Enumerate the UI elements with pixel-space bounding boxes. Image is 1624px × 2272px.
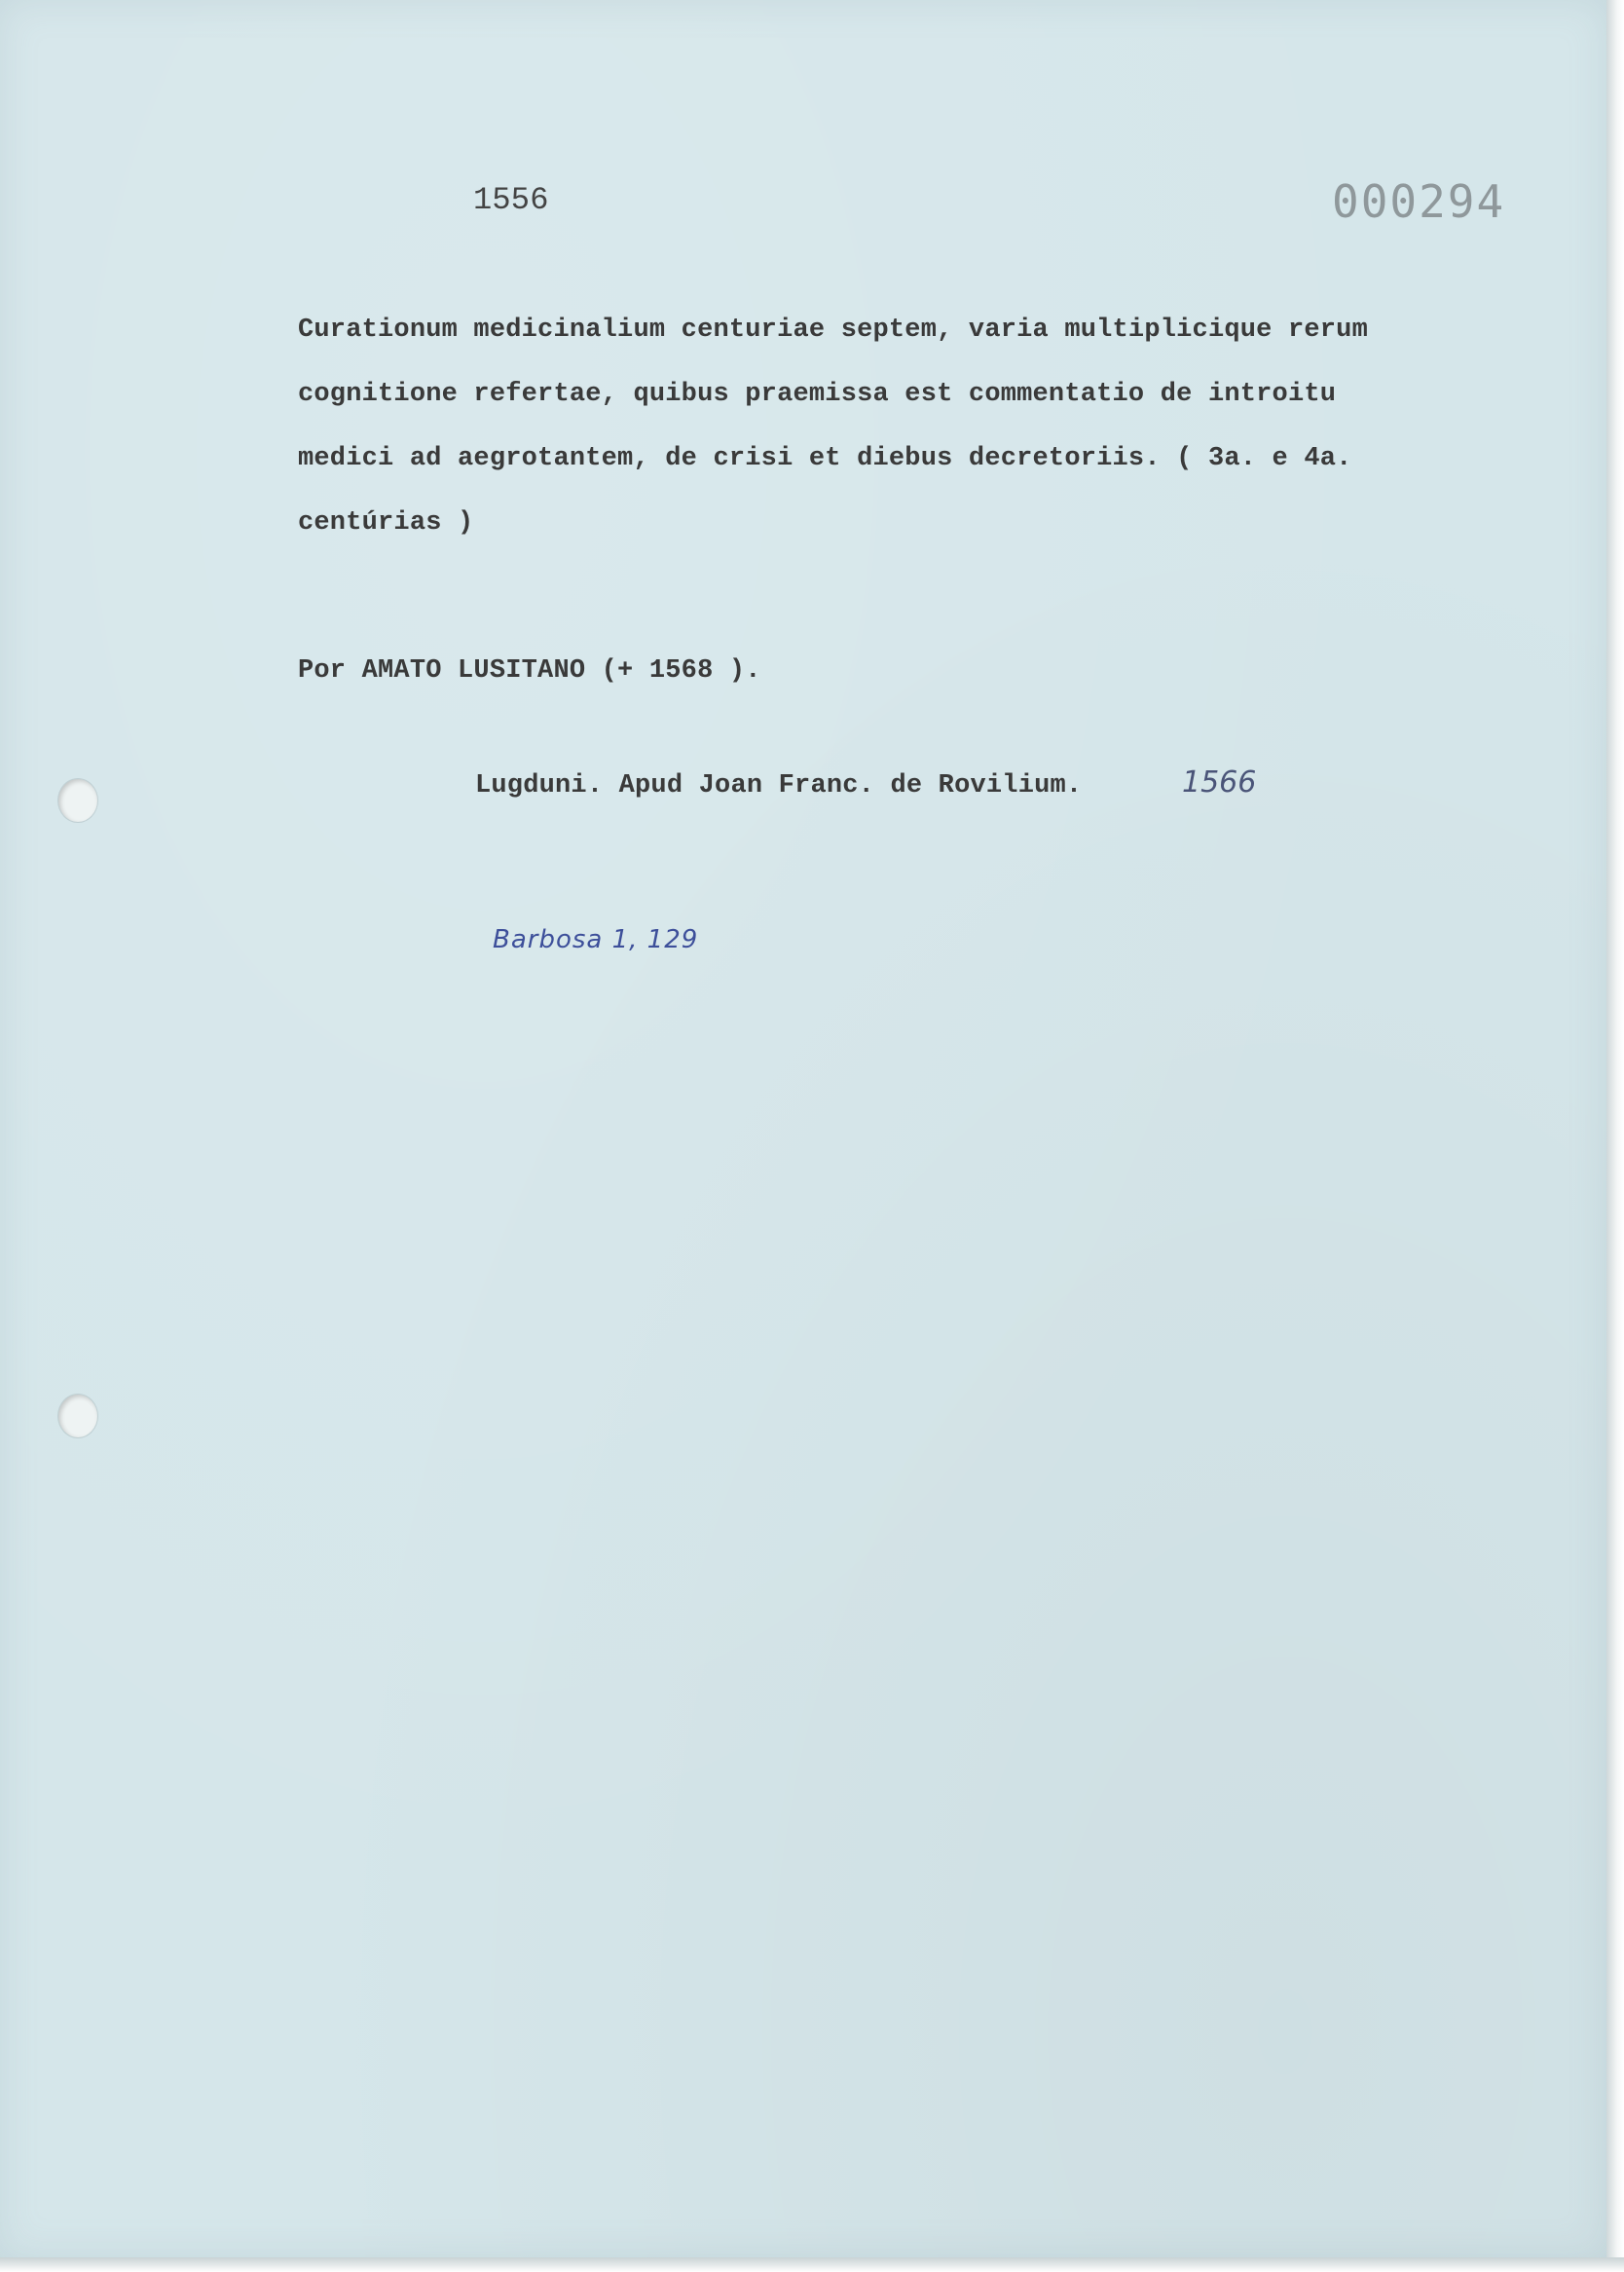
imprint-line: Lugduni. Apud Joan Franc. de Rovilium. — [475, 771, 1083, 801]
title-line: centúrias ) — [298, 508, 474, 538]
imprint-handwritten-year: 1566 — [1182, 765, 1257, 800]
punch-hole — [58, 1395, 97, 1437]
scan-edge-right — [1606, 0, 1624, 2272]
punch-hole — [58, 779, 97, 822]
card-year: 1556 — [473, 182, 549, 218]
author-line: Por AMATO LUSITANO (+ 1568 ). — [298, 656, 761, 686]
bibliographic-reference: Barbosa 1, 129 — [493, 925, 699, 954]
record-number-stamp: 000294 — [1332, 175, 1506, 228]
title-line: medici ad aegrotantem, de crisi et diebus decretoriis. ( 3a. e 4a. — [298, 444, 1352, 473]
scan-edge-bottom — [0, 2257, 1624, 2272]
title-line: cognitione refertae, quibus praemissa est commentatio de introitu — [298, 380, 1337, 409]
title-line: Curationum medicinalium centuriae septem, varia multiplicique rerum — [298, 316, 1368, 345]
